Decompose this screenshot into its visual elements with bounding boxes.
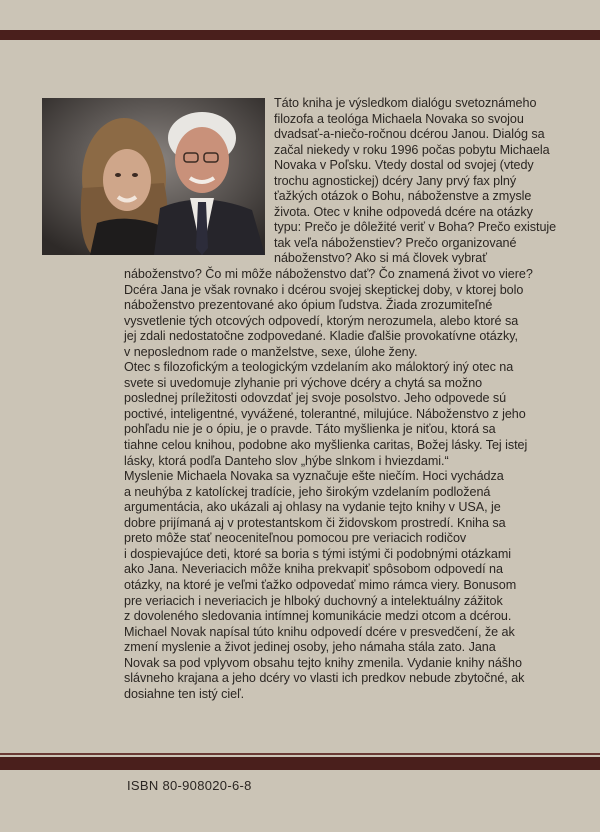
blurb-line: jej zdali nedostatočne zodpovedané. Kladie ďalšie provokatívne otázky, [124,329,518,344]
blurb-line: filozofa a teológa Michaela Novaka so svojou [274,111,524,126]
blurb-line: Táto kniha je výsledkom dialógu svetoznámeho [274,96,537,110]
blurb-line: života. Otec v knihe odpovedá dcére na otázky [274,204,533,219]
blurb-line: ako Jana. Neveriacich môže kniha prekvapiť spôsobom odpovedí na [124,562,503,577]
blurb-line: Novak sa pod vplyvom obsahu tejto knihy zmenila. Vydanie knihy nášho [124,655,522,670]
blurb-line: pohľadu nie je o ópiu, je o pravde. Táto myšlienka je niťou, ktorá sa [124,422,496,437]
blurb-line: dobre prijímaná aj v protestantskom či židovskom prostredí. Kniha sa [124,515,506,530]
blurb-line: svete si uvedomuje zlyhanie pri výchove dcéry a chytá sa možno [124,375,483,390]
blurb-line: typu: Prečo je dôležité veriť v Boha? Prečo existuje [274,220,557,235]
blurb-line: Novaka v Poľsku. Vtedy dostal od svojej (vtedy [274,158,534,173]
blurb-line: trochu agnostickej) dcéry Jany prvý fax plný [274,173,517,188]
back-cover-blurb [124,96,566,702]
blurb-line: vysvetlenie tých otcových odpovedí, ktorým nerozumela, alebo ktoré sa [124,313,519,328]
blurb-line: preto môže stať neoceniteľnou pomocou pre veriacich rodičov [124,531,467,546]
bottom-border-band [0,757,600,770]
blurb-line: i dospievajúce deti, ktoré sa boria s tými istými či podobnými otázkami [124,546,512,561]
blurb-line: zmení myslenie a život jedinej osoby, jeho námaha stála zato. Jana [124,640,496,655]
blurb-line: náboženstvo? Ako si má človek vybrať [274,251,487,266]
blurb-line: slávneho krajana a jeho dcéry vo vlasti ich predkov nebude zbytočné, ak [124,671,525,686]
blurb-line: začal niekedy v roku 1996 počas pobytu Michaela [274,142,550,157]
blurb-line: v neposlednom rade o manželstve, sexe, úlohe ženy. [124,344,418,359]
blurb-line: náboženstvo? Čo mi môže náboženstvo dať? Čo znamená život vo viere? [124,267,533,282]
blurb-line: otázky, na ktoré je veľmi ťažko odpovedať mimo rámca viery. Bonusom [124,577,517,592]
blurb-line: poslednej príležitosti odovzdať jej svoje posolstvo. Jeho odpovede sú [124,391,507,406]
blurb-line: Otec s filozofickým a teologickým vzdelaním ako máloktorý iný otec na [124,360,514,375]
blurb-line: ťažkých otázok o Bohu, náboženstve a zmysle [274,189,532,204]
blurb-line: pre veriacich i neveriacich je hlboký duchovný a intelektuálny zážitok [124,593,503,608]
blurb-line: Michael Novak napísal túto knihu odpovedí dcére v presvedčení, že ak [124,624,515,639]
blurb-line: argumentácia, ako ukázali aj ohlasy na vydanie tejto knihy v USA, je [124,500,501,515]
isbn-number: ISBN 80-908020-6-8 [127,778,252,793]
blurb-line: tak veľa náboženstiev? Prečo organizované [274,235,517,250]
top-border-band [0,30,600,40]
blurb-line: dosiahne ten istý cieľ. [124,686,245,701]
blurb-line: Dcéra Jana je však rovnako i dcérou svojej skeptickej doby, v ktorej bolo [124,282,524,297]
blurb-line: Myslenie Michaela Novaka sa vyznačuje ešte niečím. Hoci vychádza [124,469,504,484]
blurb-line: poctivé, inteligentné, vyvážené, tolerantné, milujúce. Náboženstvo z jeho [124,406,526,421]
blurb-line: z dovoleného sledovania intímnej komunikácie medzi otcom a dcérou. [124,609,512,624]
blurb-line: náboženstvo prezentované ako ópium ľudstva. Žiada zrozumiteľné [124,298,493,313]
blurb-line: a neuhýba z katolíckej tradície, jeho širokým vzdelaním podložená [124,484,491,499]
blurb-line: dvadsať-a-niečo-ročnou dcérou Janou. Dialóg sa [274,127,545,142]
blurb-line: tiahne celou knihou, podobne ako myšlienka caritas, Božej lásky. Tej istej [124,438,528,453]
blurb-line: lásky, ktorá podľa Danteho slov „hýbe slnkom i hviezdami.“ [124,453,449,468]
